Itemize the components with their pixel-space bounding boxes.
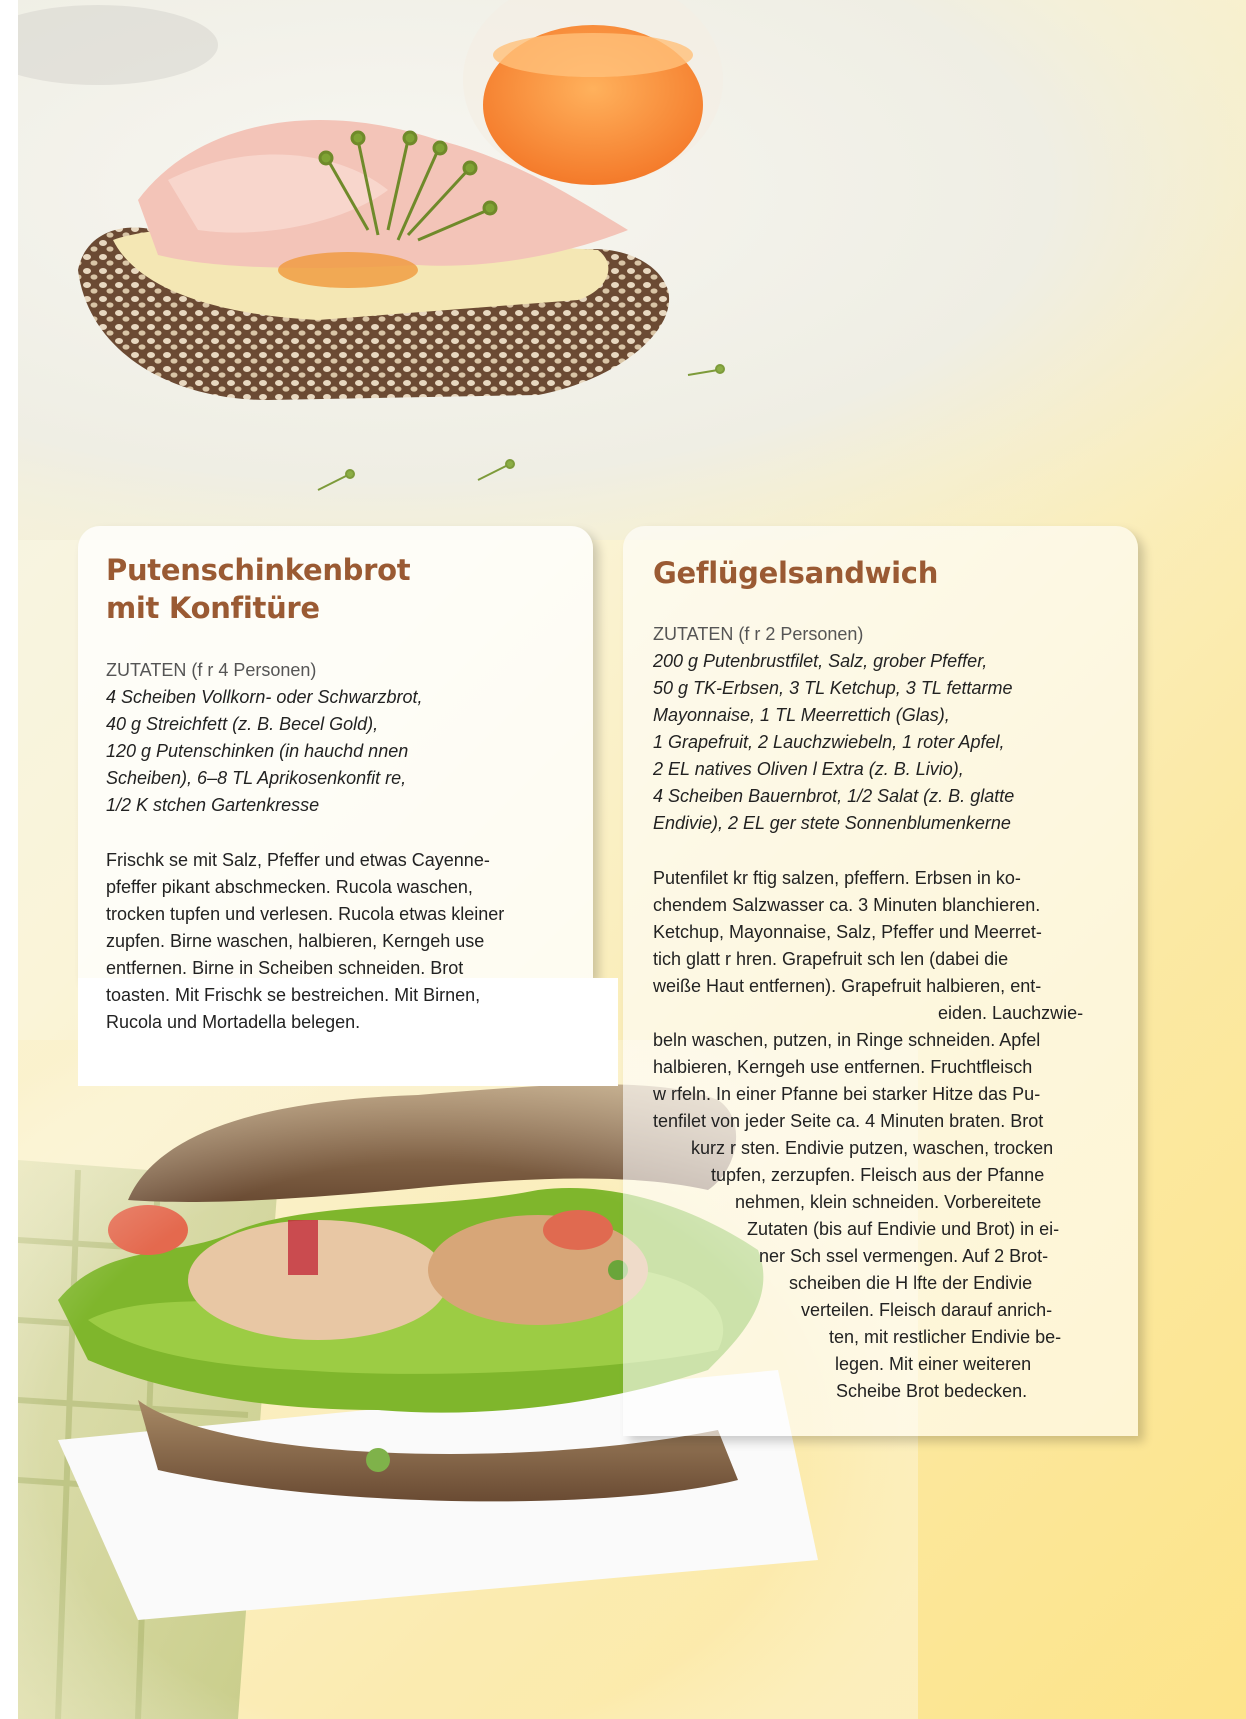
recipe-title: Putenschinkenbrot mit Konfitüre [106,553,411,625]
step-line: Frischk se mit Salz, Pfeffer und etwas Cayenne- [106,850,490,870]
turkey-ham-bread-photo [18,0,1246,540]
step-line: entfernen. Birne in Scheiben schneiden. Brot [106,958,464,978]
ingredients-list [106,684,423,819]
ingredient-line: 1 Grapefruit, 2 Lauchzwiebeln, 1 roter Apfel, [653,732,1005,752]
step-line: zupfen. Birne waschen, halbieren, Kerngeh use [106,931,485,951]
ingredient-line: Mayonnaise, 1 TL Meerrettich (Glas), [653,705,950,725]
step-line: beln waschen, putzen, in Ringe schneiden. Apfel [653,1030,1041,1050]
preparation-steps [653,865,1123,1405]
preparation-steps [106,847,504,1036]
ingredient-line: 40 g Streichfett (z. B. Becel Gold), [106,714,379,734]
step-line: tenfilet von jeder Seite ca. 4 Minuten braten. Brot [653,1111,1044,1131]
ingredient-line: 4 Scheiben Bauernbrot, 1/2 Salat (z. B. glatte [653,786,1015,806]
step-line: eiden. Lauchzwie- [938,1003,1084,1023]
step-line: legen. Mit einer weiteren [835,1354,1032,1374]
step-line: chendem Salzwasser ca. 3 Minuten blanchieren. [653,895,1041,915]
step-line: tich glatt r hren. Grapefruit sch len (dabei die [653,949,1009,969]
page-margin [0,0,18,1719]
step-line: toasten. Mit Frischk se bestreichen. Mit Birnen, [106,985,481,1005]
ingredient-line: Scheiben), 6–8 TL Aprikosenkonfit re, [106,768,407,788]
step-line: ner Sch ssel vermengen. Auf 2 Brot- [759,1246,1049,1266]
ingredient-line: 200 g Putenbrustfilet, Salz, grober Pfeffer, [653,651,988,671]
step-line: Rucola und Mortadella belegen. [106,1012,361,1032]
ingredient-line: 50 g TK-Erbsen, 3 TL Ketchup, 3 TL fettarme [653,678,1013,698]
step-line: Ketchup, Mayonnaise, Salz, Pfeffer und Meerret- [653,922,1042,942]
ingredients-header: ZUTATEN (f r 4 Personen) [106,660,317,680]
ingredient-line: 4 Scheiben Vollkorn- oder Schwarzbrot, [106,687,423,707]
step-line: scheiben die H lfte der Endivie [789,1273,1033,1293]
step-line: pfeffer pikant abschmecken. Rucola waschen, [106,877,473,897]
step-line: ten, mit restlicher Endivie be- [829,1327,1062,1347]
step-line: Putenfilet kr ftig salzen, pfeffern. Erbsen in ko- [653,868,1021,888]
step-line: halbieren, Kerngeh use entfernen. Fruchtfleisch [653,1057,1033,1077]
step-line: Zutaten (bis auf Endivie und Brot) in ei- [747,1219,1060,1239]
step-line: trocken tupfen und verlesen. Rucola etwas kleiner [106,904,505,924]
ingredient-line: Endivie), 2 EL ger stete Sonnenblumenkerne [653,813,1011,833]
step-line: tupfen, zerzupfen. Fleisch aus der Pfanne [711,1165,1045,1185]
ingredients-list [653,648,1014,837]
step-line: Scheibe Brot bedecken. [836,1381,1028,1401]
step-line: kurz r sten. Endivie putzen, waschen, trocken [691,1138,1054,1158]
ingredient-line: 120 g Putenschinken (in hauchd nnen [106,741,409,761]
ingredient-line: 2 EL natives Oliven l Extra (z. B. Livio), [653,759,964,779]
ingredients-header: ZUTATEN (f r 2 Personen) [653,624,864,644]
recipe-title: Geflügelsandwich [653,556,939,590]
step-line: weiße Haut entfernen). Grapefruit halbieren, ent- [653,976,1042,996]
step-line: verteilen. Fleisch darauf anrich- [801,1300,1053,1320]
step-line: w rfeln. In einer Pfanne bei starker Hitze das Pu- [653,1084,1041,1104]
ingredient-line: 1/2 K stchen Gartenkresse [106,795,320,815]
step-line: nehmen, klein schneiden. Vorbereitete [735,1192,1042,1212]
